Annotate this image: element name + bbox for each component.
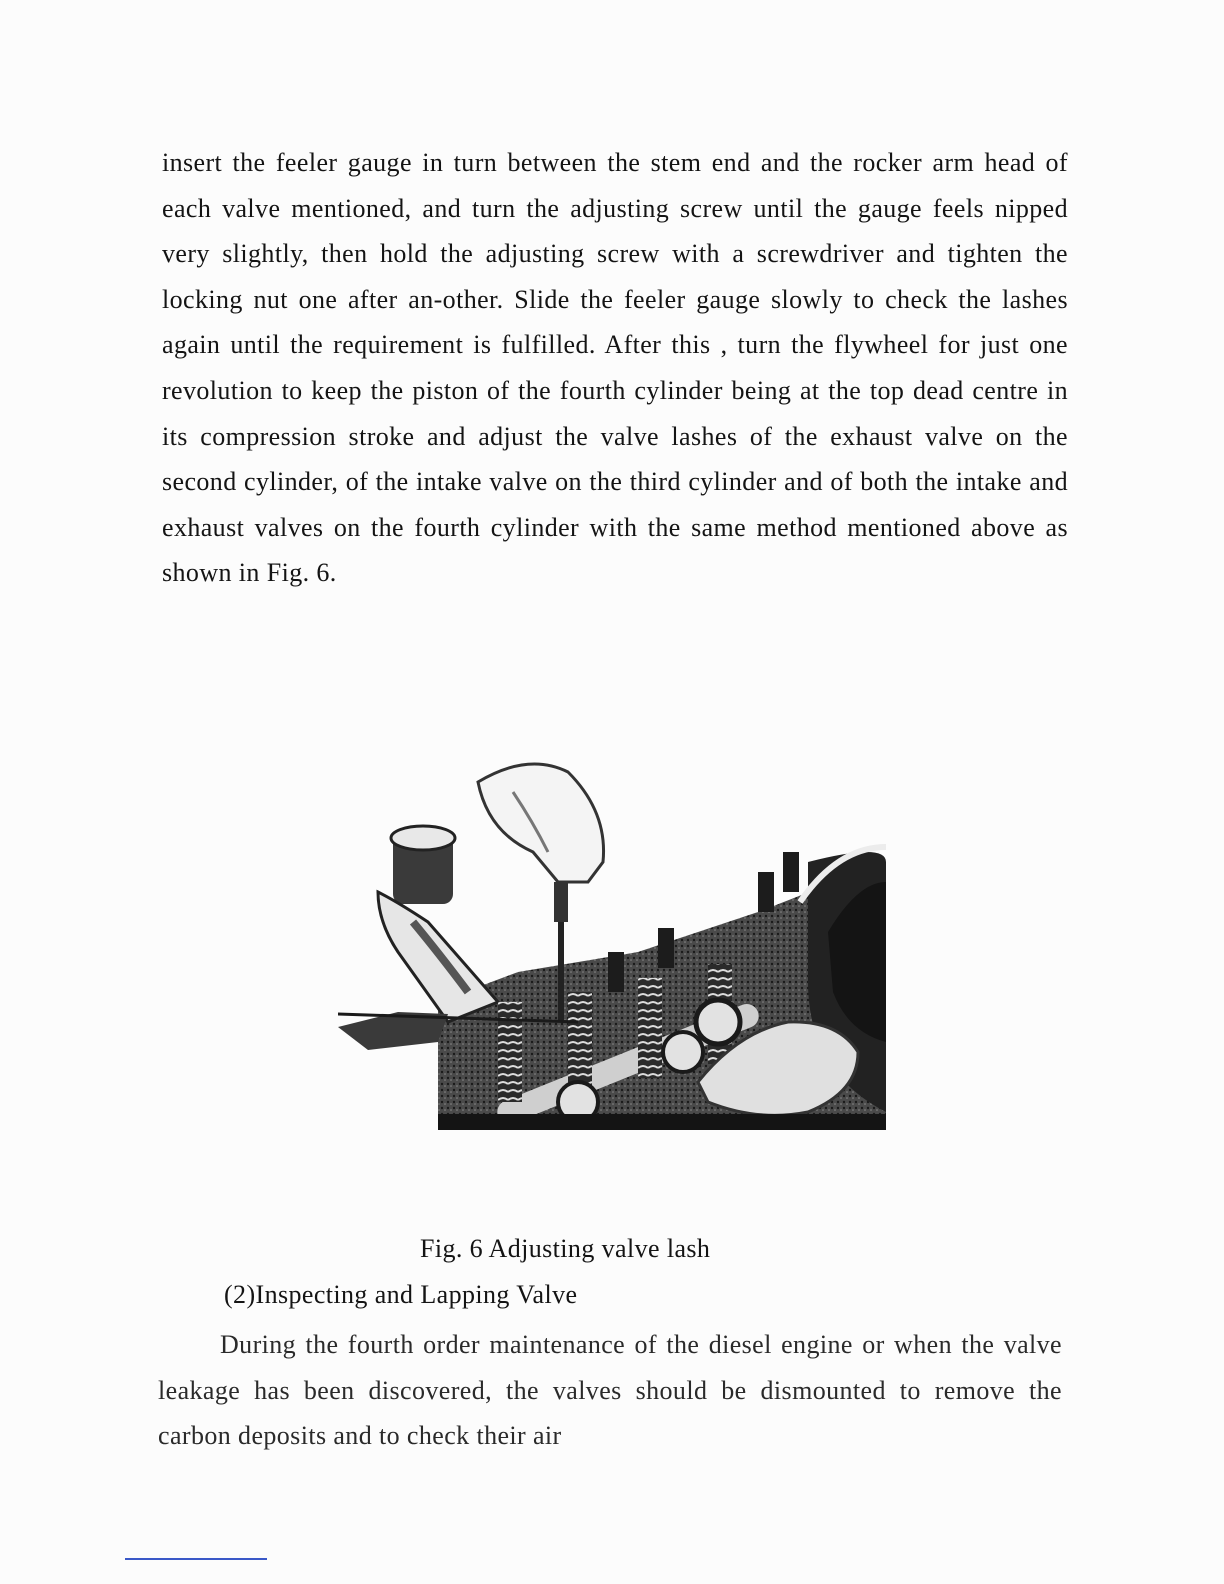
body-paragraph-valve-adjustment: insert the feeler gauge in turn between the stem end and the rocker arm head of each valve mentioned, and turn the adjusting screw until the gauge feels nipped very slightly, then hold the adjusting screw with a screwdriver and tighten the locking nut one after an-other. Slide the feeler gauge slowly to check the lashes again until the requirement is fulfilled. After this , turn the flywheel for just one revolution to keep the piston of the fourth cylinder being at the top dead centre in its compression stroke and adjust the valve lashes of the exhaust valve on the second cylinder, of the intake valve on the third cylinder and of both the intake and exhaust valves on the fourth cylinder with the same method mentioned above as shown in Fig. 6. xyxy=(162,148,1068,588)
engine-photo-illustration xyxy=(338,752,886,1130)
figure-adjusting-valve-lash-photo xyxy=(338,752,886,1130)
body-paragraph-inspecting-valves: During the fourth order maintenance of the diesel engine or when the valve leakage has been discovered, the valves should be dismounted to remove the carbon deposits and to check their air xyxy=(158,1330,1062,1451)
footnote-divider-line xyxy=(125,1558,267,1560)
figure-caption: Fig. 6 Adjusting valve lash xyxy=(420,1234,711,1263)
section-heading-inspecting-lapping-valve: (2)Inspecting and Lapping Valve xyxy=(224,1280,578,1309)
